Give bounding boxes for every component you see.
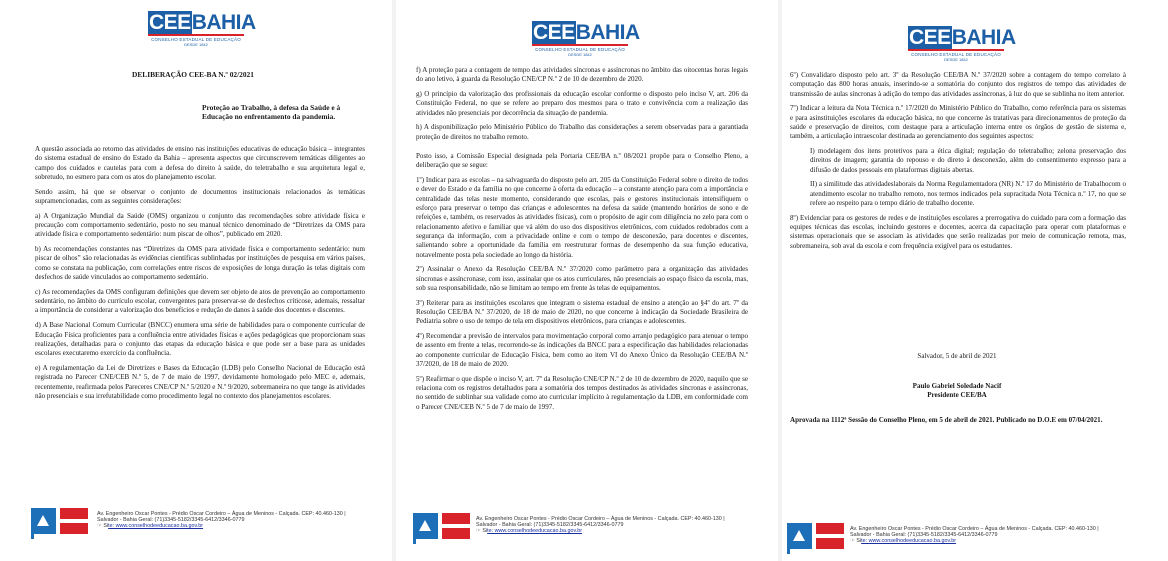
item-6: 6º) Convalidaro disposto pelo art. 3º da Resolução CEE/BA N.º 37/2020 sobre a contagem do tempo correlato à computação das 800 horas anuais, inserindo-se a somatória do conjunto dos registros de tempo das atividades de transmissão de aulas síncronas à adição do tempo das atividades assíncronas, à luz do que se sublinha no item anterior. [790, 71, 1126, 98]
pointing-hand-icon: ☞ [476, 528, 481, 534]
logo-since: DESDE 1842 [184, 42, 208, 47]
ceebahia-logo [532, 21, 640, 57]
footer-site-link[interactable]: te: www.conselhodeeducacao.ba.gov.br [487, 528, 583, 534]
paragraph-considerations: Sendo assim, há que se observar o conjunto de documentos institucionais relacionados às temáticas supramencionadas, com as seguintes considerações: [35, 187, 365, 205]
footer-address-line-1: Av. Engenheiro Oscar Pontes - Prédio Oscar Cordeiro – Água de Meninos - Calçada. CEP: 40.460-130 | [850, 526, 1099, 532]
logo-bahia: BAHIA [951, 26, 1016, 49]
subject [202, 103, 340, 122]
logo-subtitle: CONSELHO ESTADUAL DE EDUCAÇÃO [151, 37, 241, 42]
footer-address-line-2: Salvador - Bahia Geral: (71)3345-5182/3345-6412/3346-0779 [97, 517, 245, 523]
logo-bar [908, 49, 1004, 51]
place-date: Salvador, 5 de abril de 2021 [917, 352, 997, 360]
paragraph-b: b) As recomendações constantes nas “Diretrizes da OMS para atividade física e comportamento sedentário: num piscar de olhos” são relacionadas às evidências científicas sublinhadas por instituições de pesquisa em vários países, como se constata na publicação, com correlações entre riscos de exposições de longa duração às telas digitais com desfechos de saúde vinculados ao comportamento sedentário. [35, 245, 365, 282]
footer-address [476, 516, 725, 534]
approval-note: Aprovada na 1112ª Sessão do Conselho Pleno, em 5 de abril de 2021. Publicado no D.O.E em 07/04/2021. [790, 416, 1103, 424]
item-7: 7º) Indicar a leitura da Nota Técnica n.º 17/2020 do Ministério Público do Trabalho, como referência para os sistemas e para asinstituições escolares da educação básica, no que concerne às tratativas para direcionamentos de proteção da saúde e preservação de direitos, com destaque para a articulação interna entre os órgãos de gestão de sistema e, também, a articulação intraescolar destinada ao gerenciamento dos seguintes aspectos: [790, 104, 1126, 141]
footer-site-prefix: Si [103, 523, 109, 529]
logo-bahia: BAHIA [191, 11, 256, 34]
ceebahia-logo [908, 26, 1016, 62]
document-page-2 [396, 0, 778, 561]
item-4: 4º) Recomendar a previsão de intervalos para movimentação corporal como arranjo pedagógico para atenuar o tempo de assento em frente a telas, recorrendo-se às indicações da BNCC para a especificação das habilidades relacionadas ao componente curricular de Educação Física, bem como ao item VI do Anexo Único da Resolução CEE/BA N.º 37/2020, de 18 de maio de 2020. [416, 332, 748, 369]
logo-since: DESDE 1842 [944, 57, 968, 62]
bahia-flag-icon [413, 513, 473, 539]
item-5: 5º) Reafirmar o que dispõe o inciso V, art. 7º da Resolução CNE/CP N.º 2 de 10 de dezembro de 2020, naquilo que se relaciona com os registros detalhados para a somatória dos tempos destinados às atividades síncronas e assíncronas, no sentido de sublinhar sua validade como ato curricular implícito à regulamentação da LDB, em conformidade com o Parecer CNE/CEB N.º 5 de 7 de maio de 1997. [416, 374, 748, 411]
item-7-sub-ii: II) a similitude das atividadeslaborais da Norma Regulamentadora (NR) N.º 17 do Ministério de Trabalhocom o atendimento escolar no trabalho remoto, nos termos indicados pela supracitada Nota Técnica n.º 17, no que se refere ao respeito para o tempo diário de trabalho docente. [810, 180, 1126, 208]
logo-bar [148, 34, 244, 36]
footer-site-prefix: Si [856, 538, 862, 544]
subject-line-1: Proteção ao Trabalho, à defesa da Saúde e à [202, 103, 341, 112]
paragraph-proposal: Posto isso, a Comissão Especial designada pela Portaria CEE/BA n.º 08/2021 propõe para o Conselho Pleno, a deliberação que se segue: [416, 152, 748, 170]
ceebahia-logo [148, 11, 256, 47]
logo-bahia: BAHIA [575, 21, 640, 44]
pointing-hand-icon: ☞ [850, 538, 855, 544]
footer-address-line-2: Salvador - Bahia Geral: (71)3345-5182/3345-6412/3346-0779 [850, 532, 998, 538]
paragraph-d: d) A Base Nacional Comum Curricular (BNCC) enumera uma série de habilidades para o componente curricular de Educação Física proficientes para a confluência entre atividades físicas e ações pedagógicas que proporcionam suas realizações, detalhadas para o conjunto das etapas da educação básica e que pode ser a base para as unidades escolares executaremo exercício da confluência. [35, 321, 365, 358]
page1-body [35, 145, 365, 407]
logo-subtitle: CONSELHO ESTADUAL DE EDUCAÇÃO [911, 52, 1001, 57]
logo-cee: CEE [909, 26, 951, 49]
deliberation-title: DELIBERAÇÃO CEE-BA N.º 02/2021 [132, 70, 254, 79]
paragraph-e: e) A regulamentação da Lei de Diretrizes e Bases da Educação (LDB) pelo Conselho Nacional de Educação está registrada no Parecer CNE/CEB N.º 5, de 7 de maio de 1997, devidamente homologado pelo MEC e, ademais, recentemente, reafirmada pelos Pareceres CNE/CP N.º 5/2020 e N.º 9/2020, sobremaneira no que tange às atividades não presenciais e sua irrefutabilidade como procedimento legal no contexto dos planejamentos escolares. [35, 363, 365, 400]
paragraph-c: c) As recomendações da OMS configuram definições que devem ser objeto de atos de prevenção ao comportamento sedentário, no âmbito do currículo escolar, convergentes para preservar-se de desfechos críticose, ademais, ressaltar a importância de considerar a valorização dos benefícios e redução de danos à saúde dos docentes e discentes. [35, 287, 365, 315]
page2-body [416, 66, 748, 418]
page3-body [790, 71, 1126, 257]
paragraph-g: g) O princípio da valorização dos profissionais da educação escolar conforme o disposto pelo inciso V, art. 206 da Constituição Federal, no que se refere ao preparo dos mesmos para o trato e convivência com a realização das atividades não presenciais por decorrência da situação de pandemia. [416, 90, 748, 117]
item-2: 2º) Assinalar o Anexo da Resolução CEE/BA N.º 37/2020 como parâmetro para a organização das atividades síncronas e assíncronase, com isso, assinalar que os atos curriculares, não presenciais ao espaço físico da escola, mas, sob sua responsabilidade, não se limitam ao tempo em frente às telas de equipamentos. [416, 265, 748, 292]
bahia-flag-icon [787, 523, 847, 549]
item-1: 1º) Indicar para as escolas – na salvaguarda do disposto pelo art. 205 da Constituição Federal sobre o direito de todos e dever do Estado e da família no que concerne à oferta da educação – a constante atenção para com a importância e centralidade das telas neste momento, considerando que escolas, pais e gestores institucionais intensifiquem o esforço para preservar o tempo das crianças e adolescentes na defesa da saúde (mantendo horários de sono e de refeições e, também, os reservados às atividades físicas), com o propósito de agir com diligência no zelo para com o relacionamento afetivo e familiar que vá além do uso dos dispositivos eletrônicos, com cuidados redobrados com a segurança da informação, com a privacidade online e com o tempo de desconexão, para docentes e discentes, salientando sobre a oportunidade da família em reestruturar formas de desempenho da sua função educativa, notavelmente posta pela sociedade ao longo da história. [416, 176, 748, 259]
footer-address-line-2: Salvador - Bahia Geral: (71)3345-5182/3345-6412/3346-0779 [476, 522, 624, 528]
item-7-sub-i: I) modelagem dos itens protetivos para a ética digital; regulação do teletrabalho; zelona preservação dos direitos de imagem; garantia do repouso e do direto à desconexão, além do consentimento expresso para a difusão de dados pessoais em plataformas digitais abertas. [810, 147, 1126, 174]
logo-cee: CEE [149, 11, 191, 34]
item-8: 8º) Evidenciar para os gestores de redes e de instituições escolares a prerrogativa do cuidado para com a formação das equipes técnicas das escolas, incluindo gestores e docentes, acerca da capacitação para operar com plataformas e sistemas operacionais que se associam às atividades que serão realizadas por meio de comunicação remota, mas, sobremaneira, sob aval da escola e com frequência exigível para os estudantes. [790, 213, 1126, 250]
document-page-3 [782, 0, 1168, 561]
paragraph-a: a) A Organização Mundial da Saúde (OMS) organizou o conjunto das recomendações sobre atividade física e precaução com comportamento sedentário, posto no seu manual técnico denominado de “Diretrizes da OMS para atividade física e comportamento sedentário: num piscar de olhos”, publicado em 2020. [35, 211, 365, 239]
logo-since: DESDE 1842 [568, 52, 592, 57]
paragraph-h: h) A disponibilização pelo Ministério Público do Trabalho das considerações a serem observadas para a garantiada proteção de direitos no trabalho remoto. [416, 123, 748, 141]
bahia-flag-icon [31, 508, 91, 534]
footer-site-link[interactable]: te: www.conselhodeeducacao.ba.gov.br [861, 538, 957, 544]
footer-address [850, 526, 1099, 544]
footer-site-link[interactable]: te: www.conselhodeeducacao.ba.gov.br [108, 523, 204, 529]
subject-line-2: Educação no enfrentamento da pandemia. [202, 112, 336, 122]
logo-bar [532, 44, 628, 46]
signer-name: Paulo Gabriel Soledade Nacif [912, 382, 1002, 390]
document-page-1 [0, 0, 392, 561]
signature-block [862, 382, 1052, 401]
item-3: 3º) Reiterar para as instituições escolares que integram o sistema estadual de ensino a atenção ao §4º do art. 7º da Resolução CEE/BA N.º 37/2020, de 18 de maio de 2020, no que concerne à indicação da Sociedade Brasileira de Pediatria sobre o uso de tempo de tela em dispositivos eletrônicos, para crianças e adolescentes. [416, 298, 748, 326]
logo-cee: CEE [533, 21, 575, 44]
logo-subtitle: CONSELHO ESTADUAL DE EDUCAÇÃO [535, 47, 625, 52]
footer-address-line-1: Av. Engenheiro Oscar Pontes - Prédio Oscar Cordeiro – Água de Meninos - Calçada. CEP: 40.460-130 | [97, 511, 346, 517]
pointing-hand-icon: ☞ [97, 523, 102, 529]
footer-address [97, 511, 346, 529]
footer-site-prefix: Si [482, 528, 488, 534]
paragraph-intro: A questão associada ao retorno das atividades de ensino nas instituições educativas de educação básica – integrantes do sistema estadual de ensino do Estado da Bahia – apresenta aspectos que circunscrevem temáticas diligentes ao campo dos cuidados e cautelas para com a defesa do direito à saúde, do teletrabalho e sua arquitetura legal e, sobretudo, no esmero para com os atos do planejamento escolar. [35, 145, 365, 181]
signer-role: Presidente CEE/BA [927, 391, 987, 400]
paragraph-f: f) A proteção para a contagem de tempo das atividades síncronas e assíncronas no âmbito das oitocentas horas legais do ano letivo, à guarda da Resolução CNE/CP N.º 2 de 10 de dezembro de 2020. [416, 66, 748, 84]
footer-address-line-1: Av. Engenheiro Oscar Pontes - Prédio Oscar Cordeiro – Água de Meninos - Calçada. CEP: 40.460-130 | [476, 516, 725, 522]
